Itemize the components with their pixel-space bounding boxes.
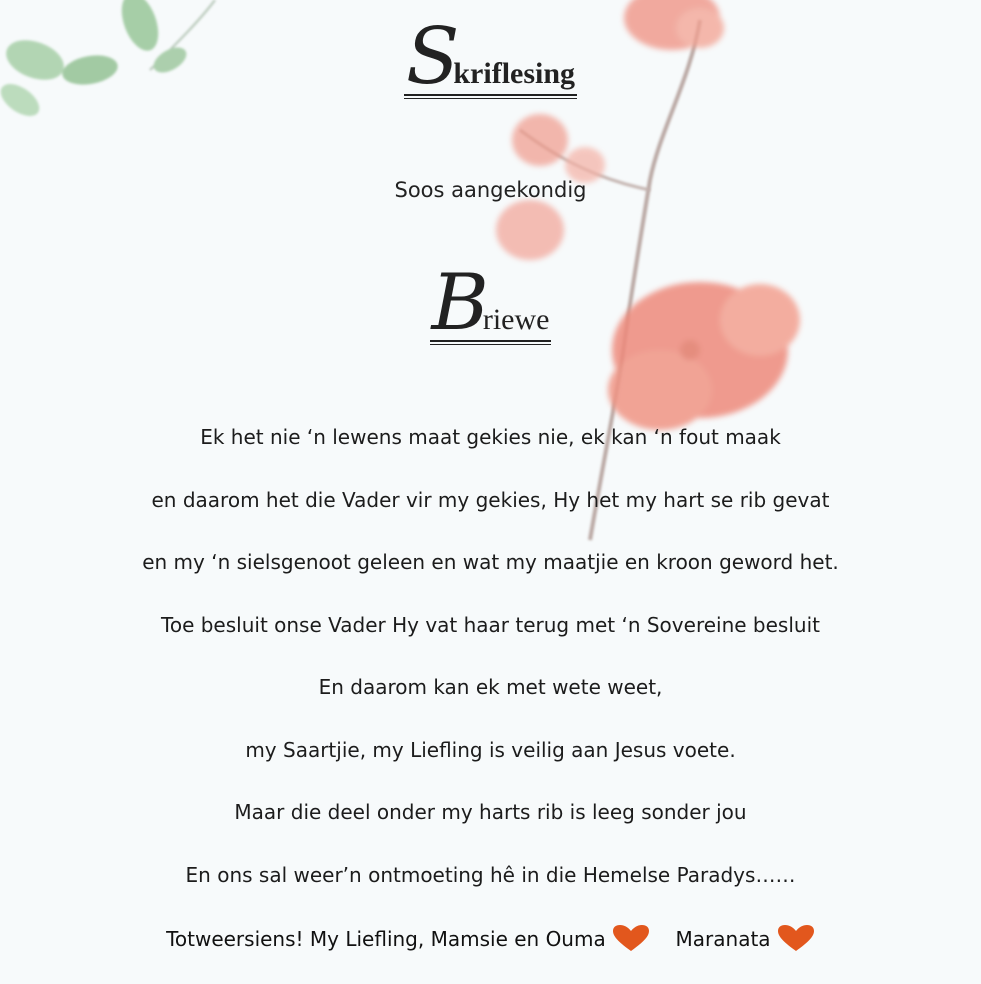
closing-maranata: Maranata [675, 927, 771, 951]
poem-line: Ek het nie ‘n lewens maat gekies nie, ek kan ‘n fout maak [200, 425, 781, 449]
poem-line: Toe besluit onse Vader Hy vat haar terug met ‘n Sovereine besluit [161, 613, 820, 637]
heading-briewe-initial: B [431, 258, 483, 348]
poem-line: en my ‘n sielsgenoot geleen en wat my maatjie en kroon geword het. [142, 550, 839, 574]
heading-skriflesing [0, 12, 981, 102]
poem-line: Maar die deel onder my harts rib is leeg sonder jou [234, 800, 747, 824]
poem-line: en daarom het die Vader vir my gekies, Hy het my hart se rib gevat [151, 488, 830, 512]
closing-line [0, 924, 981, 952]
heading-skriflesing-underlined [404, 12, 577, 102]
poem-line: En ons sal weer’n ontmoeting hê in die Hemelse Paradys…… [185, 863, 796, 887]
heading-skriflesing-rest: kriflesing [453, 57, 576, 90]
heading-briewe [0, 258, 981, 348]
heading-briewe-underlined [430, 258, 552, 348]
heading-skriflesing-initial: S [405, 12, 454, 102]
heart-icon [777, 924, 815, 952]
heart-icon [612, 924, 650, 952]
poem-line: En daarom kan ek met wete weet, [318, 675, 663, 699]
subtitle: Soos aangekondig [394, 178, 587, 202]
poem-line: my Saartjie, my Liefling is veilig aan Jesus voete. [245, 738, 736, 762]
closing-text: Totweersiens! My Liefling, Mamsie en Ouma [166, 927, 606, 951]
heading-briewe-rest: riewe [482, 303, 550, 336]
